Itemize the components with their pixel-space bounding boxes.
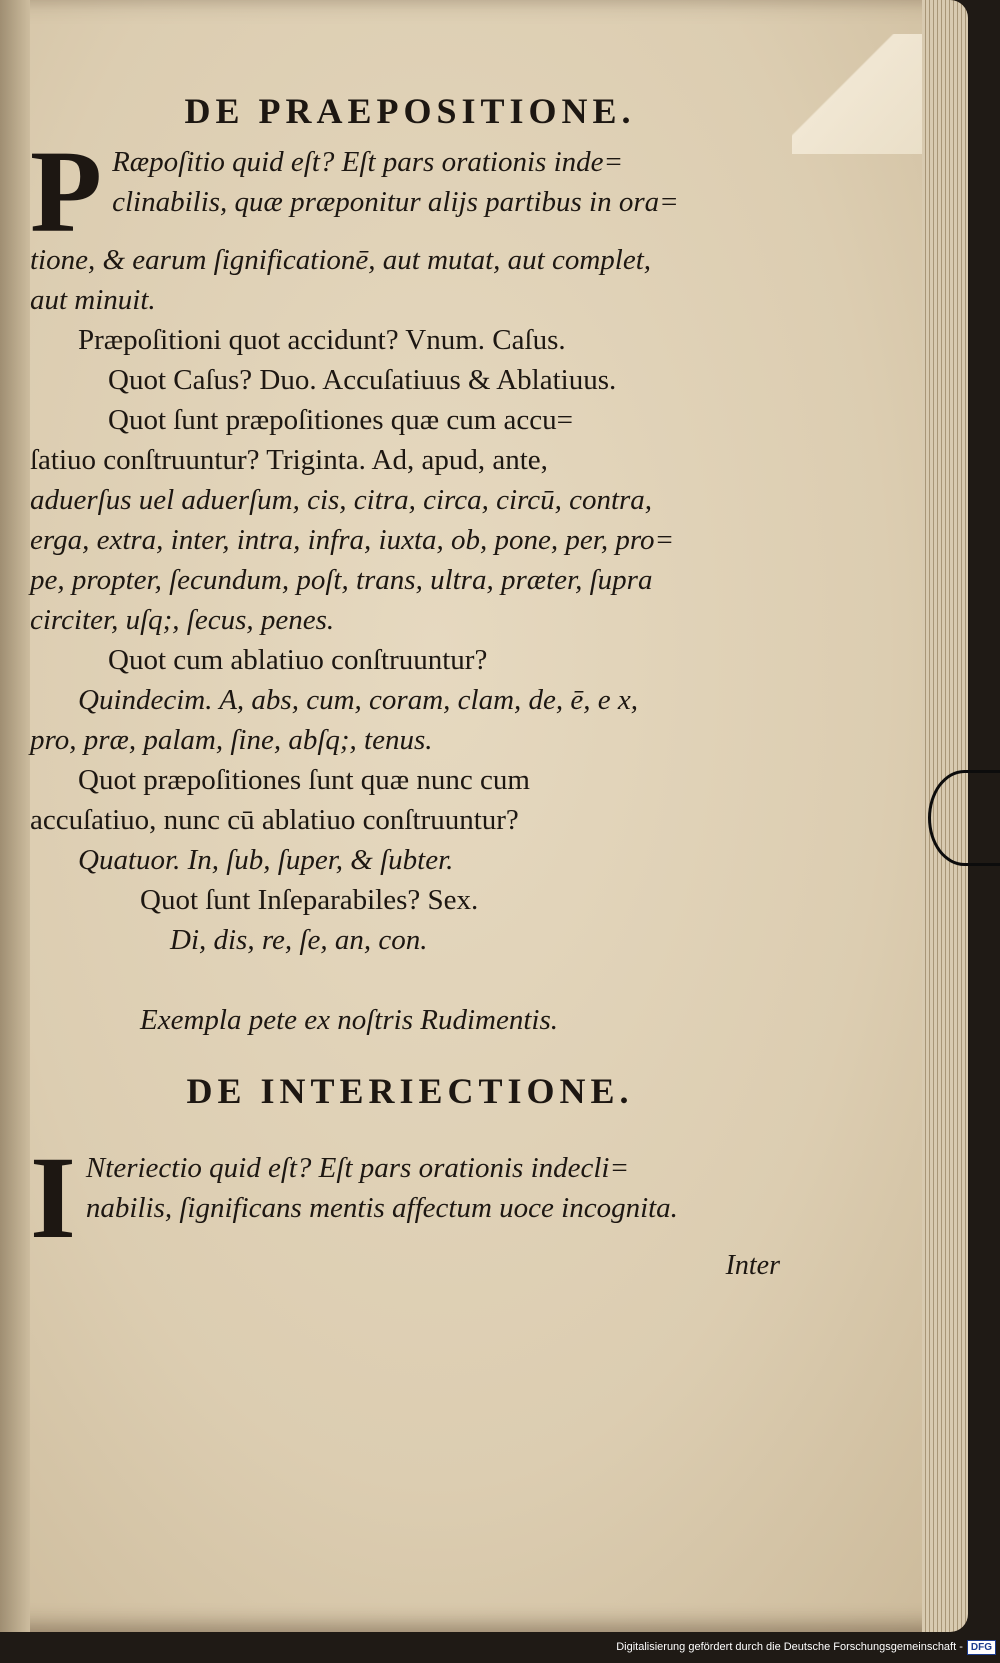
section-heading-praepositione: DE PRAEPOSITIONE. [184, 91, 636, 131]
text-line: clinabilis, quæ præponitur alijs partibus in ora= [112, 186, 679, 218]
text-line: Quot ſunt Inſeparabiles? Sex. [140, 884, 479, 916]
blank-line [30, 960, 790, 1000]
text-line: accuſatiuo, nunc cū ablatiuo conſtruuntur? [30, 804, 519, 836]
text-line: aut minuit. [30, 284, 156, 316]
digitization-credit [616, 1635, 996, 1659]
text-line: nabilis, ſignificans mentis affectum uoce incognita. [85, 1192, 678, 1224]
credit-text: Digitalisierung gefördert durch die Deutsche Forschungsgemeinschaft - [616, 1641, 963, 1653]
text-line: Ræpoſitio quid eſt? Eſt pars orationis inde= [112, 146, 624, 178]
text-line: Quot Caſus? Duo. Accuſatiuus & Ablatiuus. [108, 364, 617, 396]
dropcap-p: P [30, 126, 103, 257]
book-clip [928, 770, 1000, 866]
catchword: Inter [725, 1250, 780, 1281]
page-text [30, 90, 790, 1286]
text-line: aduerſus uel aduerſum, cis, citra, circa, circū, contra, [30, 484, 653, 516]
text-line: circiter, uſq;, ſecus, penes. [30, 604, 335, 636]
section-body-praepositione [30, 126, 790, 1040]
text-line: pro, præ, palam, ſine, abſq;, tenus. [30, 724, 433, 756]
section-heading-interiectione: DE INTERIECTIONE. [186, 1071, 634, 1111]
text-line: Quot præpoſitiones ſunt quæ nunc cum [78, 764, 530, 796]
text-line: Quindecim. A, abs, cum, coram, clam, de, ē, e x, [78, 684, 638, 716]
text-line: erga, extra, inter, intra, infra, iuxta, ob, pone, per, pro= [30, 524, 675, 556]
section-body-interiectione [30, 1132, 790, 1286]
text-line: Quot cum ablatiuo conſtruuntur? [108, 644, 488, 676]
text-line: Exempla pete ex noſtris Rudimentis. [140, 1004, 558, 1036]
page-gutter [0, 0, 30, 1632]
dropcap-i: I [30, 1132, 76, 1263]
text-line: Nteriectio quid eſt? Eſt pars orationis indecli= [85, 1152, 630, 1184]
text-line: tione, & earum ſignificationē, aut mutat, aut complet, [30, 244, 652, 276]
text-line: Quot ſunt præpoſitiones quæ cum accu= [108, 404, 573, 436]
text-line: Quatuor. In, ſub, ſuper, & ſubter. [78, 844, 454, 876]
text-line: Di, dis, re, ſe, an, con. [170, 924, 428, 956]
folded-corner [792, 34, 922, 154]
text-line: ſatiuo conſtruuntur? Triginta. Ad, apud, ante, [30, 444, 548, 476]
dfg-logo-icon: DFG [967, 1640, 996, 1655]
text-line: pe, propter, ſecundum, poſt, trans, ultra, præter, ſupra [30, 564, 653, 596]
text-line: Præpoſitioni quot accidunt? Vnum. Caſus. [78, 324, 566, 356]
